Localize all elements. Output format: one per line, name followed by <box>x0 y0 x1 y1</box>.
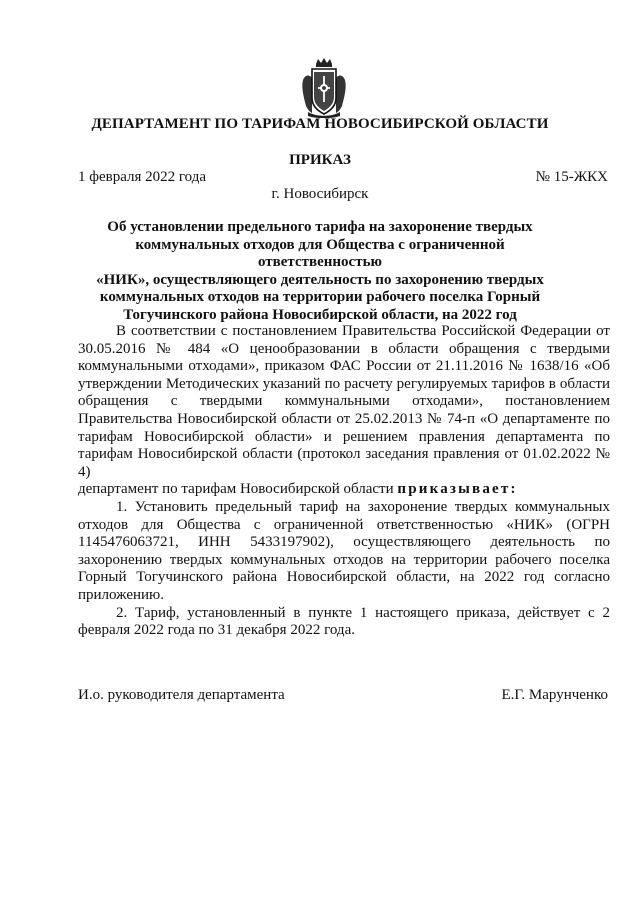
order-city: г. Новосибирск <box>271 186 369 202</box>
department-name: ДЕПАРТАМЕНТ ПО ТАРИФАМ НОВОСИБИРСКОЙ ОБЛАСТИ <box>91 116 549 132</box>
signatory-position: И.о. руководителя департамента <box>78 687 285 703</box>
directive-word: приказывает: <box>397 481 518 498</box>
directive-prefix: департамент по тарифам Новосибирской области <box>78 481 398 498</box>
title-line: коммунальных отходов для Общества с ограниченной ответственностью <box>135 236 505 270</box>
order-body <box>78 323 610 640</box>
preamble-paragraph: В соответствии с постановлением Правительства Российской Федерации от 30.05.2016 № 484 «О ценообразовании в области обращения с твердыми коммунальными отходами», приказом ФАС России от 21.11.2016 № 1638/16 «Об утверждении Методических указаний по расчету регулируемых тарифов в области обращения с твердыми коммунальными отходами», постановлением Правительства Новосибирской области от 25.02.2013 № 74-п «О департаменте по тарифам Новосибирской области» и решением правления департамента по тарифам Новосибирской области (протокол заседания правления от 01.02.2022 № 4) <box>78 323 610 480</box>
order-title <box>80 219 560 324</box>
order-date: 1 февраля 2022 года <box>78 169 207 185</box>
title-line: Об установлении предельного тарифа на захоронение твердых <box>107 219 533 235</box>
order-number: № 15-ЖКХ <box>535 169 608 185</box>
item-2-paragraph: 2. Тариф, установленный в пункте 1 настоящего приказа, действует с 2 февраля 2022 года по 31 декабря 2022 года. <box>78 604 610 639</box>
title-line: «НИК», осуществляющего деятельность по захоронению твердых <box>96 271 544 288</box>
coat-of-arms-icon <box>300 58 348 118</box>
directive-paragraph <box>78 481 610 499</box>
document-type: ПРИКАЗ <box>289 152 351 168</box>
signatory-name: Е.Г. Марунченко <box>501 687 608 703</box>
title-line: коммунальных отходов на территории рабочего поселка Горный <box>99 289 541 305</box>
item-1-paragraph: 1. Установить предельный тариф на захоронение твердых коммунальных отходов для Общества с ограниченной ответственностью «НИК» (ОГРН 1145476063721, ИНН 5433197902), осуществляющего деятельность по захоронению твердых коммунальных отходов на территории рабочего поселка Горный Тогучинского района Новосибирской области, на 2022 год согласно приложению. <box>78 498 610 603</box>
title-line: Тогучинского района Новосибирской области, на 2022 год <box>123 306 517 323</box>
